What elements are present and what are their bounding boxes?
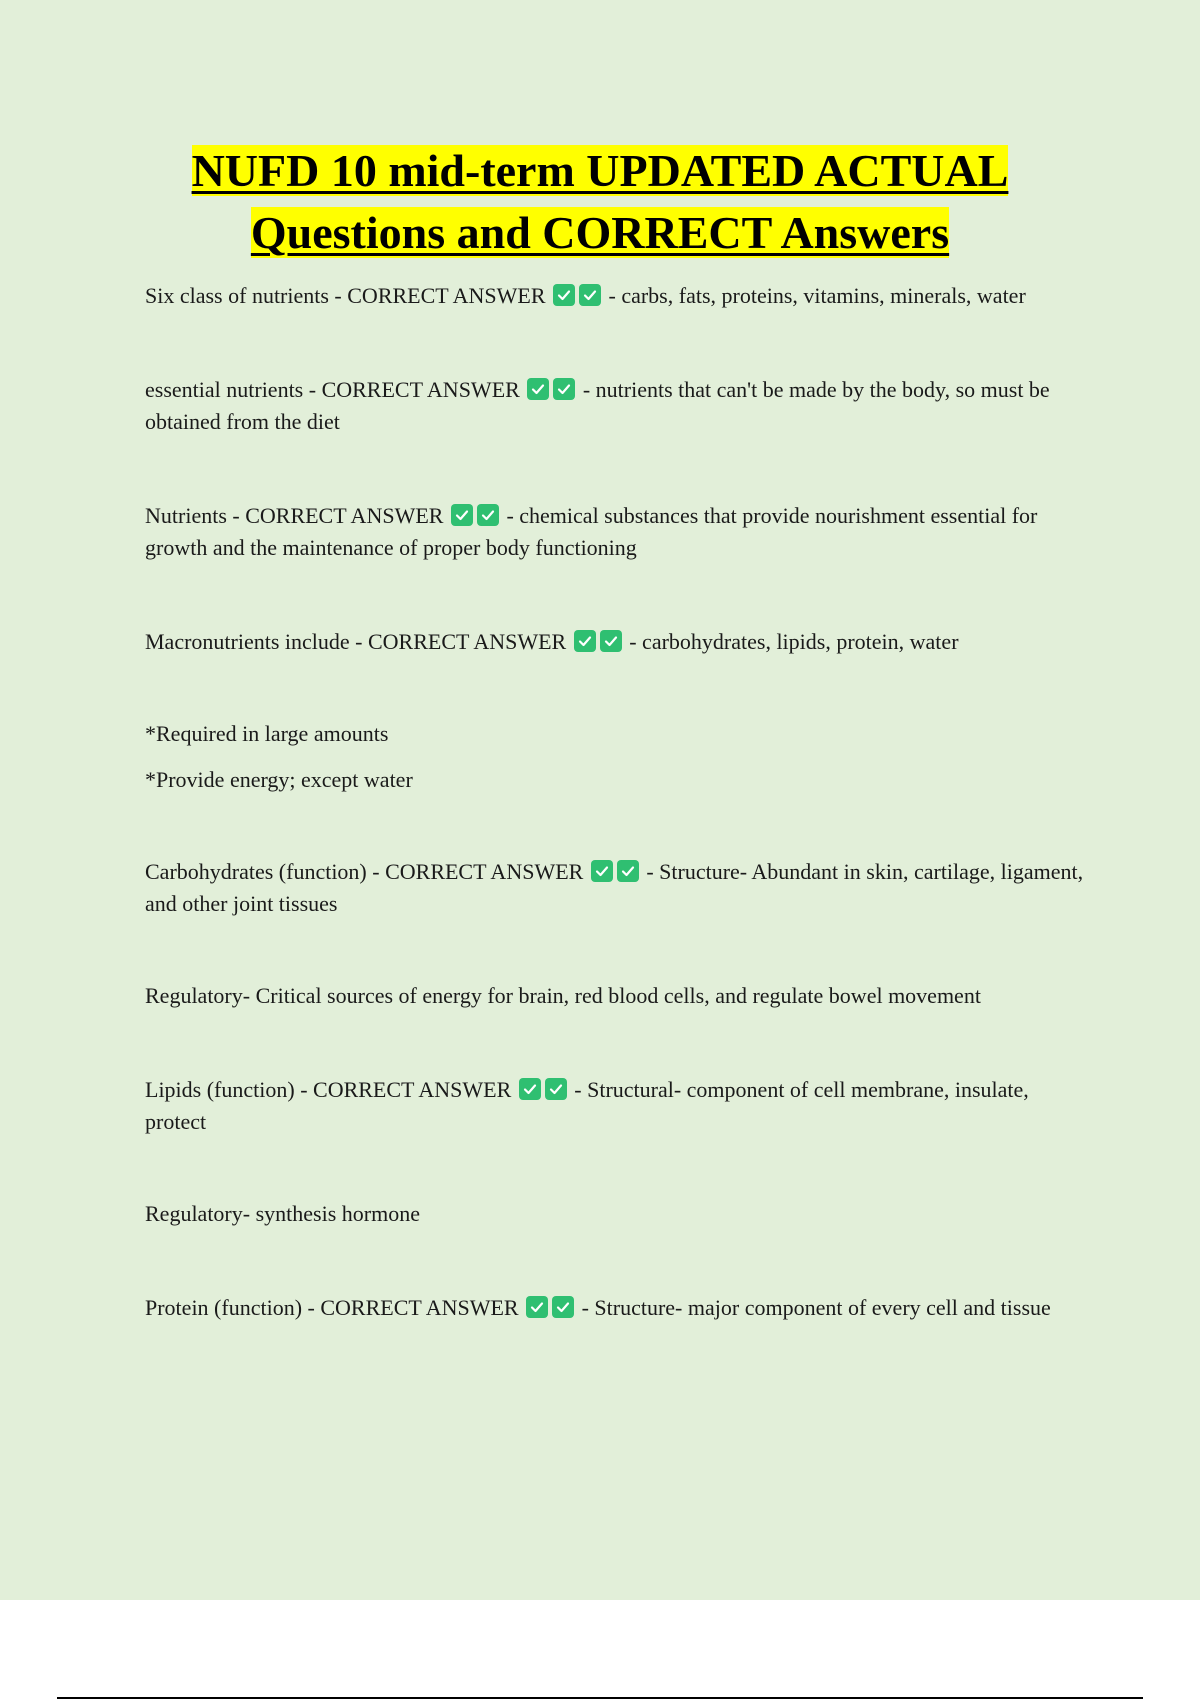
check-mark-icon	[526, 1296, 548, 1318]
carb-regulatory: Regulatory- Critical sources of energy for brain, red blood cells, and regulate bowel movement	[145, 983, 981, 1008]
qa-answer: - Structure- major component of every cell and tissue	[581, 1295, 1051, 1320]
qa-item	[145, 280, 1085, 312]
qa-item	[145, 374, 1085, 438]
qa-term: Nutrients - CORRECT ANSWER	[145, 503, 444, 528]
qa-term: Six class of nutrients - CORRECT ANSWER	[145, 283, 546, 308]
footer-divider	[57, 1697, 1143, 1699]
qa-item	[145, 856, 1085, 920]
qa-item	[145, 500, 1085, 564]
check-mark-icon	[451, 504, 473, 526]
title-line-2: Questions and CORRECT Answers	[250, 207, 950, 258]
qa-answer: - Structure- Abundant in skin, cartilage, ligament, and other joint tissues	[145, 859, 1084, 916]
check-mark-icon	[519, 1078, 541, 1100]
document-title	[0, 140, 1200, 264]
qa-answer: - chemical substances that provide nourishment essential for growth and the maintenance of proper body functioning	[145, 503, 1038, 560]
check-mark-icon	[574, 630, 596, 652]
qa-item	[145, 1074, 1085, 1138]
macro-note-1: *Required in large amounts	[145, 721, 389, 746]
qa-term: Lipids (function) - CORRECT ANSWER	[145, 1077, 512, 1102]
check-mark-icon	[553, 284, 575, 306]
check-mark-icon	[527, 378, 549, 400]
check-mark-icon	[553, 378, 575, 400]
qa-term: essential nutrients - CORRECT ANSWER	[145, 377, 520, 402]
lipid-regulatory: Regulatory- synthesis hormone	[145, 1201, 420, 1226]
check-mark-icon	[617, 860, 639, 882]
check-mark-icon	[591, 860, 613, 882]
title-line-1: NUFD 10 mid-term UPDATED ACTUAL	[191, 145, 1009, 196]
check-mark-icon	[545, 1078, 567, 1100]
qa-answer: - nutrients that can't be made by the body, so must be obtained from the diet	[145, 377, 1050, 434]
macro-note-2: *Provide energy; except water	[145, 767, 413, 792]
check-mark-icon	[579, 284, 601, 306]
qa-answer: - carbohydrates, lipids, protein, water	[629, 629, 959, 654]
qa-term: Protein (function) - CORRECT ANSWER	[145, 1295, 519, 1320]
check-mark-icon	[552, 1296, 574, 1318]
qa-term: Macronutrients include - CORRECT ANSWER	[145, 629, 567, 654]
qa-item	[145, 626, 1085, 658]
qa-term: Carbohydrates (function) - CORRECT ANSWER	[145, 859, 584, 884]
qa-answer: - carbs, fats, proteins, vitamins, minerals, water	[608, 283, 1026, 308]
qa-content	[145, 280, 1085, 1324]
qa-item	[145, 1292, 1085, 1324]
check-mark-icon	[477, 504, 499, 526]
qa-answer: - Structural- component of cell membrane, insulate, protect	[145, 1077, 1029, 1134]
check-mark-icon	[600, 630, 622, 652]
